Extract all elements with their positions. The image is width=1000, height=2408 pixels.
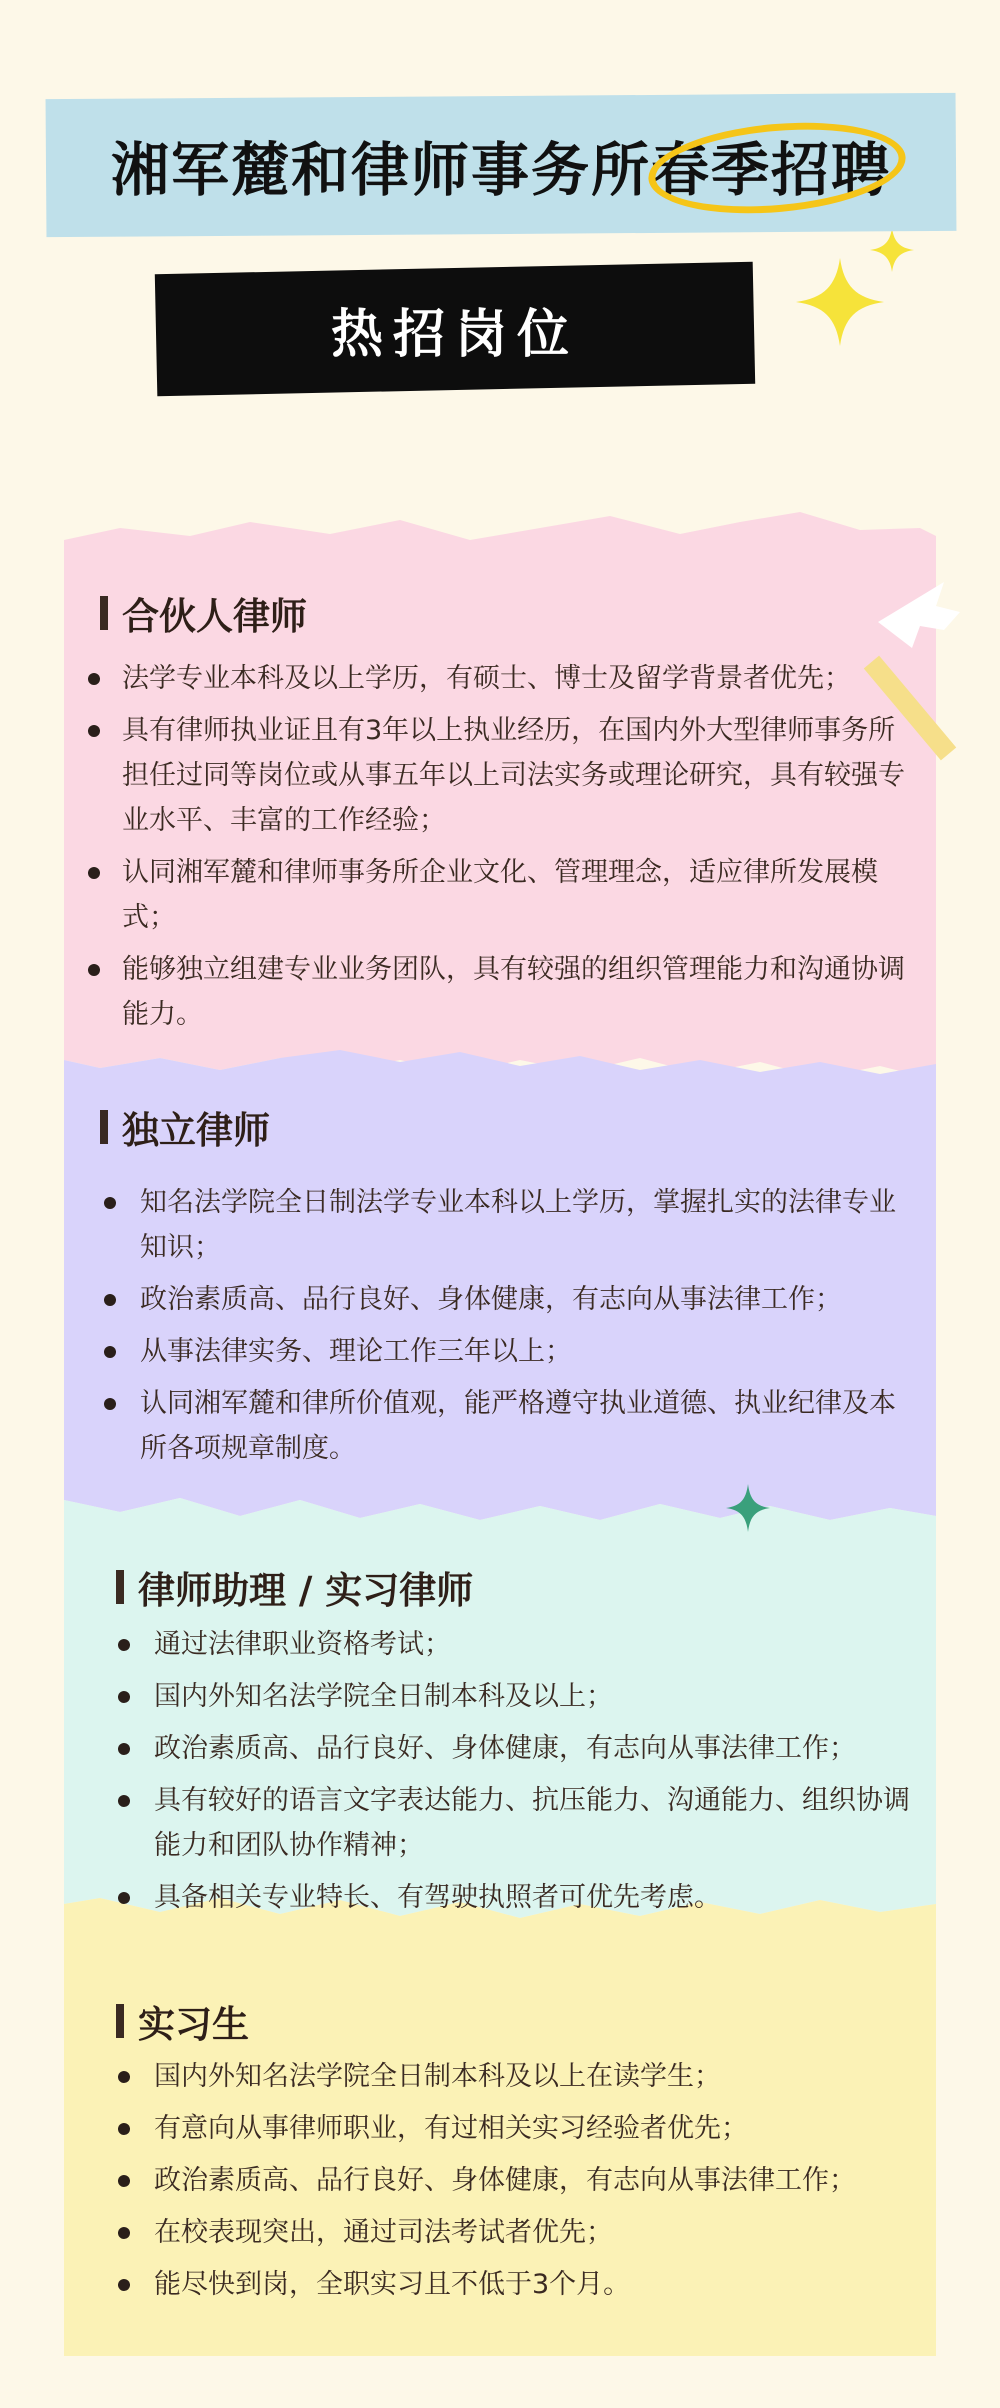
bullet	[118, 2279, 130, 2291]
bullet	[104, 1346, 116, 1358]
title-bar	[116, 1570, 124, 1604]
list-item: 在校表现突出，通过司法考试者优先；	[154, 2210, 924, 2255]
bullet	[88, 964, 100, 976]
list-item: 法学专业本科及以上学历，有硕士、博士及留学背景者优先；	[122, 656, 922, 701]
bullet	[104, 1398, 116, 1410]
bullet	[118, 1639, 130, 1651]
requirement-list	[154, 1622, 924, 1927]
title-bar	[100, 1110, 108, 1144]
bullet	[88, 673, 100, 685]
bullet	[118, 2071, 130, 2083]
list-item: 认同湘军麓和律师事务所企业文化、管理理念，适应律所发展模式；	[122, 850, 922, 940]
section-title-text: 合伙人律师	[122, 595, 307, 638]
requirement-list	[140, 1180, 920, 1478]
bullet	[88, 725, 100, 737]
bullet	[118, 2227, 130, 2239]
section-title-text: 独立律师	[122, 1109, 270, 1152]
section-title-text: 实习生	[138, 2003, 249, 2046]
list-item: 具备相关专业特长、有驾驶执照者可优先考虑。	[154, 1875, 924, 1920]
sparkle-icon	[796, 258, 884, 346]
requirement-list	[154, 2054, 924, 2314]
list-item: 知名法学院全日制法学专业本科以上学历，掌握扎实的法律专业知识；	[140, 1180, 920, 1270]
section-title	[100, 1100, 270, 1154]
bullet	[118, 1743, 130, 1755]
list-item: 有意向从事律师职业，有过相关实习经验者优先；	[154, 2106, 924, 2151]
bullet	[88, 867, 100, 879]
requirement-list	[122, 656, 922, 1044]
list-item: 国内外知名法学院全日制本科及以上在读学生；	[154, 2054, 924, 2099]
sparkle-icon	[870, 228, 914, 272]
list-item: 政治素质高、品行良好、身体健康，有志向从事法律工作；	[154, 2158, 924, 2203]
list-item: 具有律师执业证且有3年以上执业经历，在国内外大型律师事务所担任过同等岗位或从事五年以上司法实务或理论研究，具有较强专业水平、丰富的工作经验；	[122, 708, 922, 843]
bullet	[118, 2123, 130, 2135]
list-item: 国内外知名法学院全日制本科及以上；	[154, 1674, 924, 1719]
section-title	[100, 586, 307, 640]
subtitle: 热招岗位	[330, 304, 579, 365]
page-title: 湘军麓和律师事务所春季招聘	[110, 136, 891, 204]
list-item: 通过法律职业资格考试；	[154, 1622, 924, 1667]
bullet	[118, 1795, 130, 1807]
list-item: 政治素质高、品行良好、身体健康，有志向从事法律工作；	[140, 1277, 920, 1322]
list-item: 具有较好的语言文字表达能力、抗压能力、沟通能力、组织协调能力和团队协作精神；	[154, 1778, 924, 1868]
list-item: 认同湘军麓和律所价值观，能严格遵守执业道德、执业纪律及本所各项规章制度。	[140, 1381, 920, 1471]
list-item: 政治素质高、品行良好、身体健康，有志向从事法律工作；	[154, 1726, 924, 1771]
title-bar	[116, 2004, 124, 2038]
section-title	[116, 1560, 473, 1614]
bullet	[104, 1197, 116, 1209]
list-item: 能尽快到岗，全职实习且不低于3个月。	[154, 2262, 924, 2307]
bullet	[104, 1294, 116, 1306]
list-item: 能够独立组建专业业务团队，具有较强的组织管理能力和沟通协调能力。	[122, 947, 922, 1037]
section-title-text: 律师助理 / 实习律师	[138, 1569, 474, 1612]
bullet	[118, 1691, 130, 1703]
list-item: 从事法律实务、理论工作三年以上；	[140, 1329, 920, 1374]
bullet	[118, 2175, 130, 2187]
title-bar	[100, 596, 108, 630]
section-title	[116, 1994, 249, 2048]
bullet	[118, 1892, 130, 1904]
